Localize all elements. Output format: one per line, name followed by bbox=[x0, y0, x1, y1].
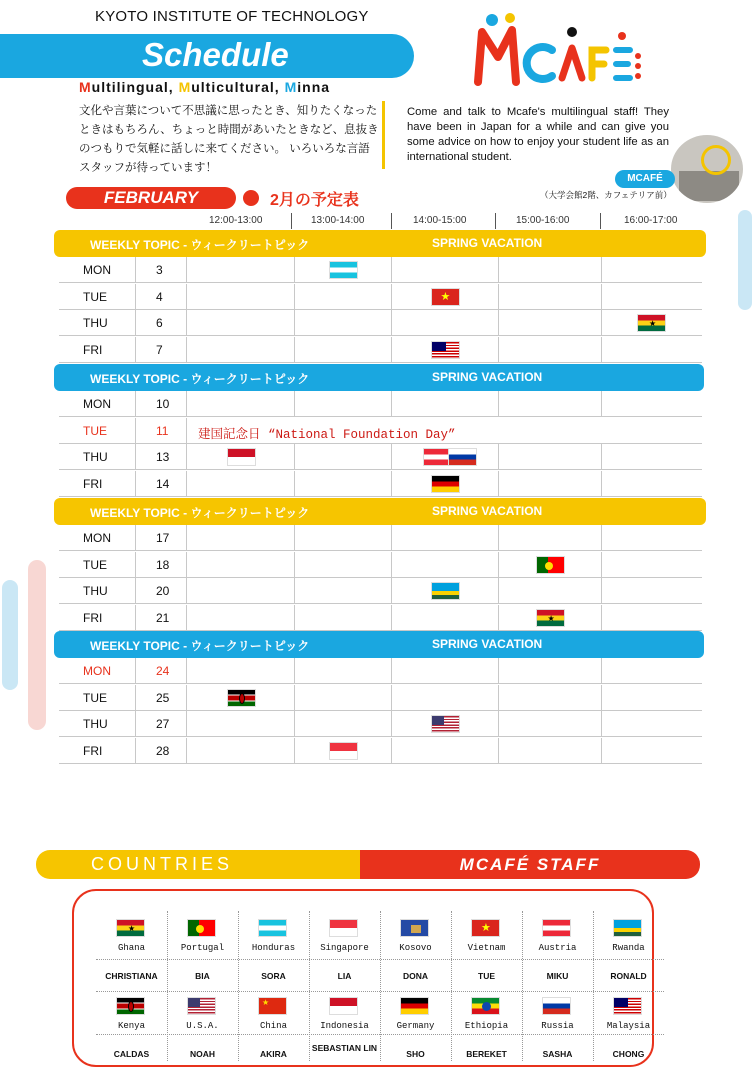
date-cell: 18 bbox=[137, 552, 187, 578]
time-slot-cell bbox=[499, 658, 602, 684]
ghana-flag-icon: ★ bbox=[116, 919, 145, 937]
date-cell: 11 bbox=[137, 418, 187, 444]
country-name: Indonesia bbox=[320, 1021, 369, 1031]
schedule-row bbox=[59, 418, 702, 444]
day-cell: MON bbox=[59, 257, 136, 283]
time-slot-cell bbox=[188, 738, 295, 764]
malaysia-flag-icon bbox=[431, 341, 460, 359]
date-cell: 27 bbox=[137, 711, 187, 737]
mcafe-logo bbox=[470, 12, 645, 92]
decorative-figure-right bbox=[738, 210, 752, 310]
weekly-topic-label: WEEKLY TOPIC - ウィークリートピック bbox=[90, 639, 310, 653]
staff-name: MIKU bbox=[546, 971, 569, 981]
country-name: Kenya bbox=[117, 1021, 145, 1031]
honduras-flag-icon bbox=[329, 261, 358, 279]
time-slot-cell bbox=[188, 711, 295, 737]
time-slot-cell bbox=[295, 578, 392, 604]
weekly-topic-bar bbox=[54, 498, 706, 525]
schedule-row bbox=[59, 525, 702, 551]
staff-name: SEBASTIAN LIN bbox=[311, 1043, 378, 1053]
grid-divider bbox=[380, 911, 381, 1061]
schedule-row bbox=[59, 552, 702, 578]
russia-flag-icon bbox=[448, 448, 477, 466]
time-slot-separator bbox=[495, 213, 496, 229]
divider bbox=[382, 101, 385, 169]
institution-name: KYOTO INSTITUTE OF TECHNOLOGY bbox=[95, 8, 369, 25]
date-cell: 13 bbox=[137, 444, 187, 470]
staff-name: BEREKET bbox=[466, 1049, 507, 1059]
weekly-topic-label: WEEKLY TOPIC - ウィークリートピック bbox=[90, 238, 310, 252]
month-label: FEBRUARY bbox=[66, 187, 236, 209]
staff-name: TUE bbox=[478, 971, 495, 981]
day-cell: THU bbox=[59, 578, 136, 604]
day-cell: THU bbox=[59, 310, 136, 336]
time-slot-separator bbox=[291, 213, 292, 229]
staff-name: RONALD bbox=[610, 971, 647, 981]
day-cell: FRI bbox=[59, 738, 136, 764]
time-slot-cell bbox=[499, 310, 602, 336]
date-cell: 3 bbox=[137, 257, 187, 283]
day-cell: FRI bbox=[59, 337, 136, 363]
month-label-jp: 2月の予定表 bbox=[270, 192, 359, 209]
time-slot-cell bbox=[188, 552, 295, 578]
staff-name: CALDAS bbox=[113, 1049, 150, 1059]
time-slot-cell bbox=[295, 391, 392, 417]
singapore-flag-icon bbox=[329, 919, 358, 937]
date-cell: 10 bbox=[137, 391, 187, 417]
time-slot-separator bbox=[391, 213, 392, 229]
time-slot-cell bbox=[188, 605, 295, 631]
staff-label: MCAFÉ STAFF bbox=[360, 850, 700, 879]
time-slot-cell bbox=[295, 685, 392, 711]
location-text: （大学会館2階、カフェテリア前） bbox=[540, 190, 672, 200]
time-slot-cell bbox=[295, 471, 392, 497]
day-cell: FRI bbox=[59, 605, 136, 631]
time-slot-cell bbox=[499, 337, 602, 363]
staff-name: NOAH bbox=[189, 1049, 216, 1059]
time-slot-cell bbox=[188, 310, 295, 336]
time-slot-cell bbox=[188, 471, 295, 497]
honduras-flag-icon bbox=[258, 919, 287, 937]
countries-label: COUNTRIES bbox=[36, 850, 361, 879]
grid-divider bbox=[309, 911, 310, 1061]
date-cell: 14 bbox=[137, 471, 187, 497]
ghana-flag-icon: ★ bbox=[637, 314, 666, 332]
schedule-row bbox=[59, 471, 702, 497]
schedule-row bbox=[59, 257, 702, 283]
indonesia-flag-icon bbox=[329, 997, 358, 1015]
date-cell: 28 bbox=[137, 738, 187, 764]
time-slot-cell bbox=[295, 658, 392, 684]
time-slot-cell bbox=[392, 552, 499, 578]
country-name: Ethiopia bbox=[464, 1021, 509, 1031]
weekly-topic-label: WEEKLY TOPIC - ウィークリートピック bbox=[90, 506, 310, 520]
time-slot-header: 13:00-14:00 bbox=[311, 215, 365, 226]
day-cell: FRI bbox=[59, 471, 136, 497]
time-slot-cell bbox=[295, 605, 392, 631]
cafe-photo bbox=[668, 132, 746, 206]
kenya-flag-icon bbox=[116, 997, 145, 1015]
month-dot bbox=[243, 190, 259, 206]
time-slot-cell bbox=[392, 257, 499, 283]
rwanda-flag-icon bbox=[613, 919, 642, 937]
country-name: Kosovo bbox=[399, 943, 432, 953]
staff-name: LIA bbox=[337, 971, 352, 981]
time-slot-cell bbox=[188, 257, 295, 283]
weekly-topic-bar bbox=[54, 230, 706, 257]
austria-flag-icon bbox=[542, 919, 571, 937]
tagline-m-red: M bbox=[79, 79, 92, 95]
schedule-row bbox=[59, 391, 702, 417]
intro-english: Come and talk to Mcafe's multilingual staff! They have been in Japan for a while and can give you some advice on how to enjoy your student life as an international student. bbox=[407, 106, 669, 163]
weekly-topic-value: SPRING VACATION bbox=[432, 637, 543, 651]
tagline-m-yellow: M bbox=[178, 79, 192, 95]
ethiopia-flag-icon bbox=[471, 997, 500, 1015]
day-cell: MON bbox=[59, 658, 136, 684]
schedule-row bbox=[59, 337, 702, 363]
time-slot-cell bbox=[499, 257, 602, 283]
country-name: U.S.A. bbox=[186, 1021, 219, 1031]
time-slot-cell bbox=[188, 284, 295, 310]
germany-flag-icon bbox=[400, 997, 429, 1015]
mcafe-badge: MCAFÉ bbox=[615, 170, 675, 188]
country-name: Germany bbox=[396, 1021, 435, 1031]
kenya-flag-icon bbox=[227, 689, 256, 707]
weekly-topic-bar bbox=[54, 631, 704, 658]
kosovo-flag-icon bbox=[400, 919, 429, 937]
day-cell: TUE bbox=[59, 552, 136, 578]
day-cell: THU bbox=[59, 711, 136, 737]
staff-name: DONA bbox=[402, 971, 429, 981]
grid-divider bbox=[96, 959, 664, 960]
tagline: Multilingual, Multicultural, Minna bbox=[79, 79, 331, 95]
time-slot-cell bbox=[188, 578, 295, 604]
time-slot-header: 16:00-17:00 bbox=[624, 215, 678, 226]
staff-name: CHONG bbox=[612, 1049, 645, 1059]
time-slot-cell bbox=[392, 525, 499, 551]
date-cell: 4 bbox=[137, 284, 187, 310]
china-flag-icon: ★ bbox=[258, 997, 287, 1015]
time-slot-cell bbox=[295, 552, 392, 578]
ghana-flag-icon: ★ bbox=[536, 609, 565, 627]
staff-name: SASHA bbox=[542, 1049, 573, 1059]
schedule-row bbox=[59, 685, 702, 711]
grid-divider bbox=[96, 991, 664, 992]
time-slot-cell bbox=[499, 391, 602, 417]
country-name: Vietnam bbox=[467, 943, 506, 953]
time-slot-cell bbox=[392, 685, 499, 711]
time-slot-cell bbox=[188, 391, 295, 417]
country-name: Austria bbox=[538, 943, 577, 953]
day-cell: TUE bbox=[59, 418, 136, 444]
weekly-topic-label: WEEKLY TOPIC - ウィークリートピック bbox=[90, 372, 310, 386]
time-slot-header: 14:00-15:00 bbox=[413, 215, 467, 226]
staff-grid bbox=[72, 889, 654, 1067]
staff-name: BIA bbox=[195, 971, 210, 981]
schedule-row bbox=[59, 310, 702, 336]
grid-divider bbox=[593, 911, 594, 1061]
country-name: Russia bbox=[541, 1021, 574, 1031]
tagline-m-blue: M bbox=[284, 79, 298, 95]
day-cell: MON bbox=[59, 525, 136, 551]
vietnam-flag-icon: ★ bbox=[431, 288, 460, 306]
schedule-row bbox=[59, 738, 702, 764]
russia-flag-icon bbox=[542, 997, 571, 1015]
time-slot-cell bbox=[499, 738, 602, 764]
staff-name: AKIRA bbox=[260, 1049, 287, 1059]
time-slot-cell bbox=[295, 444, 392, 470]
time-slot-cell bbox=[499, 711, 602, 737]
date-cell: 24 bbox=[137, 658, 187, 684]
grid-divider bbox=[522, 911, 523, 1061]
country-name: China bbox=[259, 1021, 287, 1031]
intro-japanese: 文化や言葉について不思議に思ったとき、知りたくなったときはもちろん、ちょっと時間があいたときなど、息抜きのつもりで気軽に話しに来てください。 いろいろな言語スタッフが待っています！ bbox=[79, 105, 379, 174]
date-cell: 20 bbox=[137, 578, 187, 604]
country-name: Portugal bbox=[180, 943, 225, 953]
time-slot-cell bbox=[295, 711, 392, 737]
day-cell: TUE bbox=[59, 284, 136, 310]
weekly-topic-bar bbox=[54, 364, 704, 391]
day-cell: TUE bbox=[59, 685, 136, 711]
time-slot-cell bbox=[392, 738, 499, 764]
country-name: Singapore bbox=[320, 943, 369, 953]
germany-flag-icon bbox=[431, 475, 460, 493]
time-slot-cell bbox=[295, 337, 392, 363]
usa-flag-icon bbox=[431, 715, 460, 733]
country-name: Rwanda bbox=[612, 943, 645, 953]
time-slot-cell bbox=[392, 605, 499, 631]
staff-name: SHO bbox=[406, 1049, 425, 1059]
schedule-row bbox=[59, 605, 702, 631]
portugal-flag-icon bbox=[187, 919, 216, 937]
date-cell: 6 bbox=[137, 310, 187, 336]
holiday-label: 建国記念日 “National Foundation Day” bbox=[198, 427, 456, 442]
time-slot-cell bbox=[499, 525, 602, 551]
singapore-flag-icon bbox=[329, 742, 358, 760]
portugal-flag-icon bbox=[536, 556, 565, 574]
country-name: Honduras bbox=[251, 943, 296, 953]
decorative-figure-left-pink bbox=[28, 560, 46, 730]
weekly-topic-value: SPRING VACATION bbox=[432, 504, 543, 518]
time-slot-cell bbox=[295, 284, 392, 310]
schedule-row bbox=[59, 658, 702, 684]
time-slot-cell bbox=[392, 310, 499, 336]
time-slot-cell bbox=[499, 685, 602, 711]
time-slot-header: 15:00-16:00 bbox=[516, 215, 570, 226]
time-slot-cell bbox=[499, 444, 602, 470]
time-slot-cell bbox=[295, 525, 392, 551]
date-cell: 17 bbox=[137, 525, 187, 551]
vietnam-flag-icon: ★ bbox=[471, 919, 500, 937]
time-slot-cell bbox=[392, 391, 499, 417]
staff-name: SORA bbox=[261, 971, 286, 981]
date-cell: 21 bbox=[137, 605, 187, 631]
date-cell: 7 bbox=[137, 337, 187, 363]
time-slot-cell bbox=[188, 337, 295, 363]
schedule-row bbox=[59, 444, 702, 470]
grid-divider bbox=[167, 911, 168, 1061]
weekly-topic-value: SPRING VACATION bbox=[432, 370, 543, 384]
rwanda-flag-icon bbox=[431, 582, 460, 600]
time-slot-cell bbox=[392, 658, 499, 684]
day-cell: THU bbox=[59, 444, 136, 470]
usa-flag-icon bbox=[187, 997, 216, 1015]
page-title: Schedule bbox=[142, 36, 289, 73]
time-slot-cell bbox=[499, 578, 602, 604]
time-slot-cell bbox=[188, 525, 295, 551]
time-slot-header: 12:00-13:00 bbox=[209, 215, 263, 226]
country-name: Malaysia bbox=[606, 1021, 651, 1031]
time-slot-cell bbox=[295, 310, 392, 336]
grid-divider bbox=[96, 1034, 664, 1035]
time-slot-separator bbox=[600, 213, 601, 229]
time-slot-cell bbox=[499, 284, 602, 310]
time-slot-cell bbox=[188, 658, 295, 684]
day-cell: MON bbox=[59, 391, 136, 417]
malaysia-flag-icon bbox=[613, 997, 642, 1015]
weekly-topic-value: SPRING VACATION bbox=[432, 236, 543, 250]
staff-name: CHRISTIANA bbox=[105, 971, 158, 981]
time-slot-cell bbox=[499, 471, 602, 497]
schedule-row bbox=[59, 284, 702, 310]
schedule-row bbox=[59, 578, 702, 604]
decorative-figure-left bbox=[2, 580, 18, 690]
schedule-row bbox=[59, 711, 702, 737]
country-name: Ghana bbox=[117, 943, 145, 953]
grid-divider bbox=[451, 911, 452, 1061]
grid-divider bbox=[238, 911, 239, 1061]
date-cell: 25 bbox=[137, 685, 187, 711]
indonesia-flag-icon bbox=[227, 448, 256, 466]
